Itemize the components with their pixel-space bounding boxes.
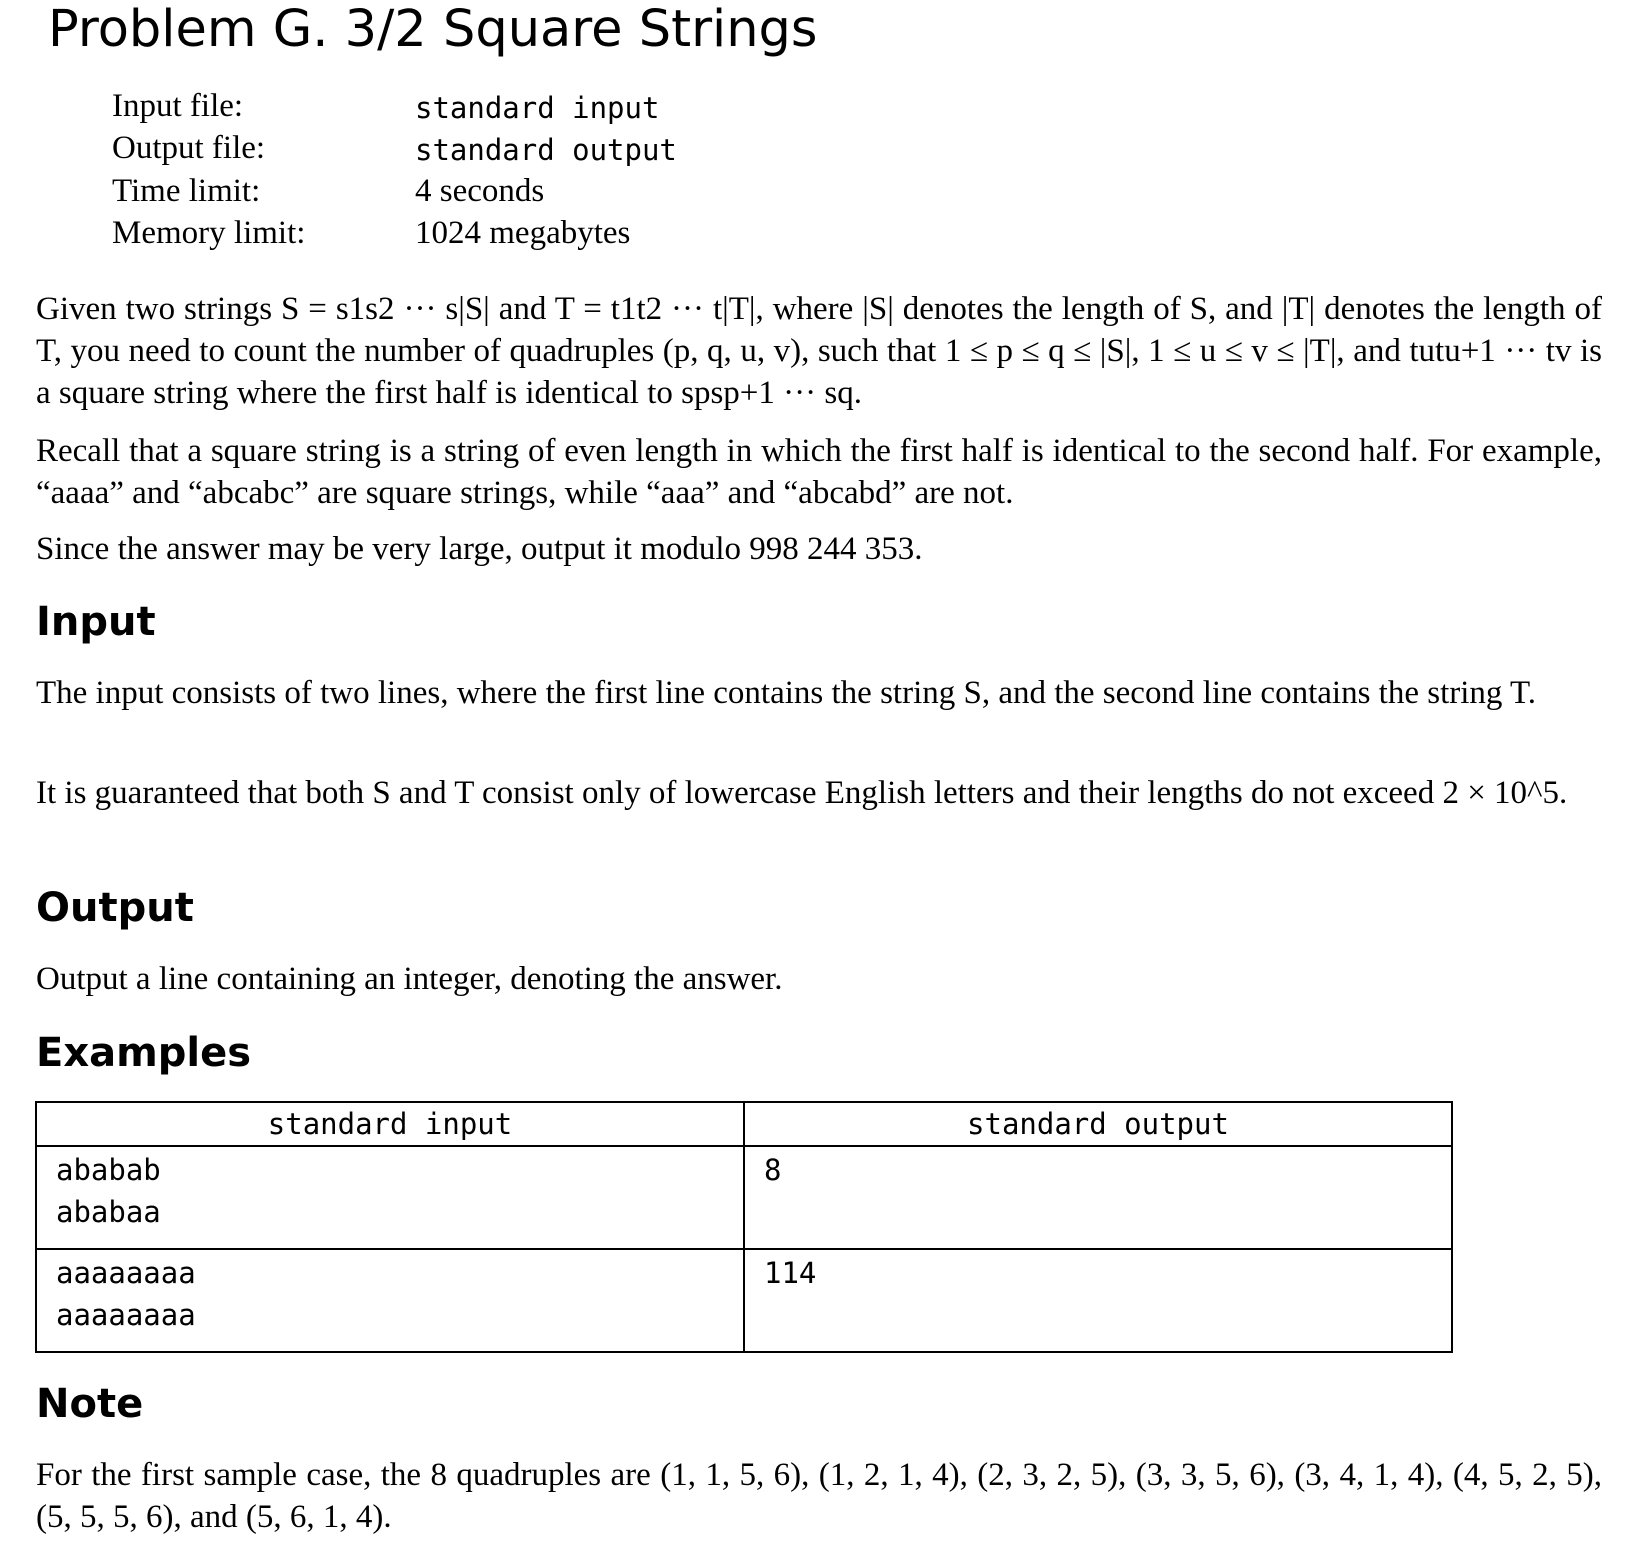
header-standard-input: standard input (36, 1102, 744, 1146)
example-input-line: ababab (56, 1153, 161, 1187)
examples-header-row (36, 1102, 1452, 1146)
header-standard-output: standard output (744, 1102, 1452, 1146)
statement-paragraph-3: Since the answer may be very large, output it modulo 998 244 353. (36, 531, 923, 567)
time-limit-label: Time limit: (112, 173, 261, 209)
example-input-cell (36, 1146, 744, 1249)
statement-paragraph-2: Recall that a square string is a string of even length in which the first half is identical to the second half. For example, “aaaa” and “abcabc” are square strings, while “aaa” and “abcabd” are not. (36, 433, 1602, 511)
examples-heading: Examples (36, 1030, 252, 1076)
example-input-line: aaaaaaaa (56, 1298, 196, 1332)
example-output-cell (744, 1249, 1452, 1352)
output-file-value: standard output (415, 133, 677, 167)
example-output-line: 8 (764, 1153, 782, 1187)
input-paragraph-1: The input consists of two lines, where the first line contains the string S, and the second line contains the string T. (36, 675, 1537, 711)
memory-limit-label: Memory limit: (112, 215, 306, 251)
statement-paragraph-1: Given two strings S = s1s2 ··· s|S| and T = t1t2 ··· t|T|, where |S| denotes the length of S, and |T| denotes the length of T, you need to count the number of quadruples (p, q, u, v), such that 1 ≤ p ≤ q ≤ |S|, 1 ≤ u ≤ v ≤ |T|, and tutu+1 ··· tv is a square string where the first half is identical to spsp+1 ··· sq. (36, 291, 1602, 411)
note-paragraph: For the first sample case, the 8 quadruples are (1, 1, 5, 6), (1, 2, 1, 4), (2, 3, 2, 5), (3, 3, 5, 6), (3, 4, 1, 4), (4, 5, 2, 5), (5, 5, 5, 6), and (5, 6, 1, 4). (36, 1457, 1602, 1535)
table-row (36, 1146, 1452, 1249)
note-heading: Note (36, 1381, 144, 1427)
input-file-value: standard input (415, 91, 660, 125)
example-input-line: aaaaaaaa (56, 1256, 196, 1290)
memory-limit-value: 1024 megabytes (415, 215, 631, 251)
input-heading: Input (36, 599, 156, 645)
input-file-label: Input file: (112, 88, 244, 124)
table-row (36, 1249, 1452, 1352)
example-output-line: 114 (764, 1256, 817, 1290)
input-paragraph-2: It is guaranteed that both S and T consist only of lowercase English letters and their lengths do not exceed 2 × 10^5. (36, 775, 1568, 811)
time-limit-value: 4 seconds (415, 173, 545, 209)
example-input-line: ababaa (56, 1195, 161, 1229)
example-output-cell (744, 1146, 1452, 1249)
example-input-cell (36, 1249, 744, 1352)
output-file-label: Output file: (112, 130, 266, 166)
problem-title: Problem G. 3/2 Square Strings (48, 0, 818, 59)
examples-table (35, 1101, 1453, 1353)
output-paragraph: Output a line containing an integer, denoting the answer. (36, 961, 783, 997)
output-heading: Output (36, 885, 194, 931)
